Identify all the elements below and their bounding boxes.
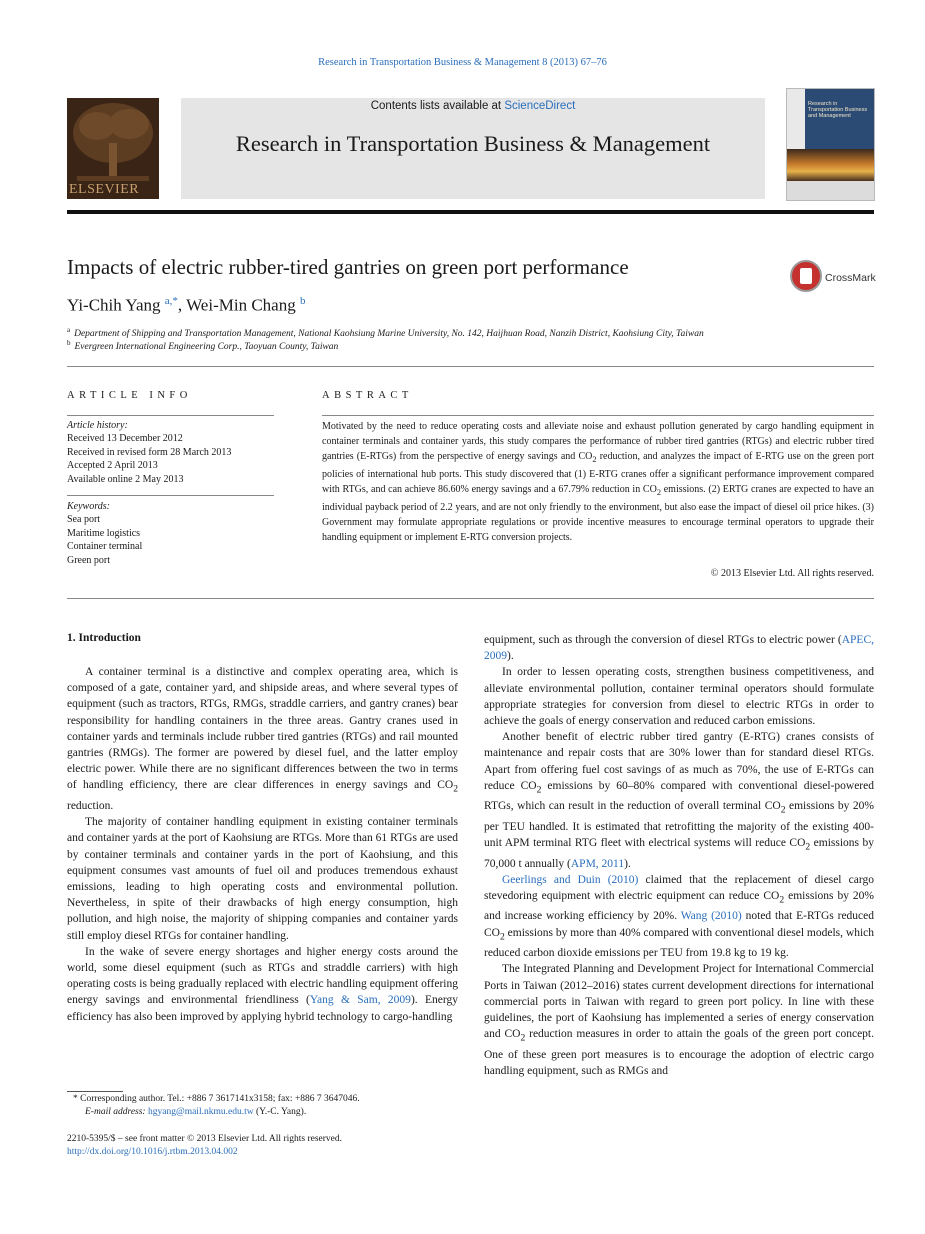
- subscript: 2: [780, 804, 786, 816]
- citation-link[interactable]: APM, 2011: [570, 857, 625, 870]
- cover-photo: [787, 149, 874, 181]
- co2-text: CO: [789, 837, 806, 850]
- author-name: Yi-Chih Yang: [67, 295, 165, 315]
- text-segment: equipment, such as through the conversion of diesel RTGs to electric power (: [484, 634, 842, 646]
- author-list: [67, 295, 305, 316]
- paragraph: [67, 664, 458, 814]
- co2-text: CO: [437, 779, 454, 792]
- author-name: , Wei-Min Chang: [177, 295, 300, 315]
- text-segment: reduction.: [67, 799, 114, 812]
- text-segment: In the wake of severe energy shortages and higher energy costs around the world, some diesel equipment (such as RTGs and straddle carriers) with high operating costs is being gradually replaced with electric handling equipment offering energy savings and environmental friendliness (: [67, 945, 458, 1007]
- paragraph: [67, 944, 458, 1025]
- keywords-label: Keywords:: [67, 501, 110, 512]
- co2-text: CO: [504, 1028, 521, 1041]
- abstract-heading: ABSTRACT: [322, 390, 413, 401]
- contents-line: [181, 100, 765, 112]
- keyword: Container terminal: [67, 541, 143, 553]
- text-segment: ).: [624, 857, 631, 870]
- cover-title-line: and Management: [808, 113, 851, 119]
- affiliation-mark: a: [67, 326, 71, 334]
- text-segment: A container terminal is a distinctive and complex operating area, which is composed of a gate, container yard, and shipside areas, and where several types of equipment (such as tractors, RTGs, RMGs, straddle carriers, and gantry cranes) bear responsibility for handling containers in the three areas. Gantry cranes used in container yards and terminals include rubber tired gantries (RTGs) and rail mounted gantries (RMGs). The former are powered by diesel fuel, and the latter employ electric power. While there are no significant differences between the two in terms of handling efficiency, there are clear differences in energy savings and: [67, 666, 458, 792]
- co2-text: CO: [520, 779, 537, 792]
- history-item: Received 13 December 2012: [67, 433, 183, 445]
- citation-link[interactable]: Yang & Sam, 2009: [309, 994, 411, 1007]
- crossmark-label: CrossMark: [825, 272, 876, 284]
- paragraph: [484, 961, 874, 1079]
- footnote-text: Corresponding author. Tel.: +886 7 3617141x3158; fax: +886 7 3647046.: [77, 1094, 360, 1104]
- divider: [67, 366, 874, 367]
- abstract-segment: CO: [642, 484, 657, 495]
- header-divider: [67, 210, 874, 214]
- text-segment: reduction measures in order to attain the goals of the green port concept. One of these green port measures is to encourage the adoption of electric cargo handling equipment, such as RMGs and: [484, 1028, 874, 1077]
- text-segment: ).: [507, 650, 514, 663]
- citation-link[interactable]: Geerlings and Duin (2010): [502, 873, 639, 886]
- crossmark-button[interactable]: [790, 260, 880, 296]
- paragraph: The majority of container handling equipment in existing container terminals and container yards at the port of Kaohsiung are RTGs. More than 61 RTGs are used by container terminals and container yards in the port of Kaohsiung, and this equipment consumes vast amounts of fuel oil and produces tremendous exhaust emissions, leading to high operating costs and environmental pollution. Nevertheless, in spite of their drawbacks of high energy consumption, high pollution, and high noise, the majority of shipping companies and container yards still employ diesel RTGs for container handling.: [67, 816, 458, 942]
- footnote-mark: *: [73, 1094, 78, 1104]
- abstract-segment: Motivated by the need to reduce operating costs and alleviate noise and exhaust pollution generated by cargo handling equipment in container terminals and container yards, this study compares the performance of rubber tired gantries (RTGs) and electric rubber tired gantries (E-RTGs) from the perspective of energy savings and: [322, 421, 874, 462]
- crossmark-icon: [790, 260, 822, 292]
- elsevier-logo: [67, 98, 159, 199]
- subscript: 2: [536, 784, 542, 796]
- subscript: 2: [499, 930, 505, 942]
- co2-text: CO: [763, 889, 780, 902]
- subscript: 2: [779, 894, 785, 906]
- divider: [322, 415, 874, 416]
- journal-cover: [786, 88, 875, 201]
- cover-title-line: Transportation Business: [808, 107, 868, 113]
- text-segment: The Integrated Planning and Development Project for International Commercial Ports in Taiwan (2012–2016) states current development directions for international commercial ports in Taiwan with regard to green port policy. In line with these guidelines, the port of Kaohsiung has implemented a series of energy conservation and: [484, 963, 874, 1041]
- citation-link[interactable]: Wang (2010): [680, 910, 742, 923]
- email-label: E-mail address:: [85, 1107, 148, 1117]
- keywords: [67, 500, 277, 567]
- footnote-text: (Y.-C. Yang).: [253, 1107, 307, 1117]
- history-item: Received in revised form 28 March 2013: [67, 446, 232, 458]
- text-segment: claimed that the replacement of diesel cargo stevedoring equipment with electric equipment can reduce: [484, 873, 874, 902]
- text-segment: emissions by 60–80% compared with conventional diesel-powered RTGs, which can result in the reduction of overall terminal: [484, 779, 874, 813]
- abstract-segment: emissions. (2) ERTG cranes are expected to have an individual payback period of 2.2 years, and are not only friendly to the environment, but also ease the impact of diesel oil price hikes. (3) Government may formulate appropriate regulations or provide incentive measures to encourage terminal operators to upgrade their handling equipment or implement E-RTG conversion projects.: [322, 484, 874, 543]
- paragraph: In order to lessen operating costs, strengthen business competitiveness, and alleviate environmental pollution, container terminal operators should formulate appropriate strategies for conversion from diesel to electric RTGs in order to achieve the goals of energy conservation and reduced carbon emissions.: [484, 666, 874, 728]
- footnote-divider: [67, 1091, 123, 1092]
- journal-reference-link[interactable]: Research in Transportation Business & Management 8 (2013) 67–76: [318, 57, 607, 68]
- author-affiliation-link[interactable]: b: [299, 295, 306, 307]
- divider: [67, 415, 274, 416]
- keyword: Maritime logistics: [67, 527, 141, 539]
- keyword: Sea port: [67, 514, 101, 526]
- cover-strip: [787, 89, 805, 149]
- corresponding-author-footnote: [67, 1094, 360, 1104]
- co2-text: CO: [484, 926, 500, 939]
- text-segment: emissions by 20% and increase working efficiency by 20%.: [484, 889, 874, 923]
- affiliation: [67, 339, 338, 352]
- subscript: 2: [592, 455, 597, 464]
- history-item: Available online 2 May 2013: [67, 473, 184, 485]
- history-item: Accepted 2 April 2013: [67, 460, 158, 472]
- abstract-segment: CO: [578, 451, 593, 462]
- affiliation: [67, 326, 704, 339]
- text-segment: emissions by 70,000 t annually (: [484, 837, 874, 870]
- divider: [67, 495, 274, 496]
- text-segment: Another benefit of electric rubber tired gantry (E-RTG) cranes consists of maintenance and repair costs that are 30% lower than for standard diesel RTGs. Apart from offering fuel cost savings of as much as 70%, the use of E-RTGs can reduce: [484, 731, 874, 792]
- affiliation-text: Department of Shipping and Transportation Management, National Kaohsiung Marine University, No. 142, Haijhuan Road, Nanzih District, Kaohsiung City, Taiwan: [74, 329, 704, 340]
- subscript: 2: [805, 841, 811, 853]
- subscript: 2: [453, 783, 458, 795]
- sciencedirect-link[interactable]: ScienceDirect: [504, 100, 576, 112]
- author-affiliation-link[interactable]: a,*: [164, 295, 178, 307]
- article-history: [67, 419, 277, 486]
- affiliation-mark: b: [67, 339, 71, 347]
- subscript: 2: [520, 1032, 526, 1044]
- cover-footer: [787, 181, 874, 200]
- cover-title-line: Research in: [808, 101, 838, 107]
- elsevier-wordmark: ELSEVIER: [69, 182, 140, 197]
- co2-text: CO: [764, 800, 781, 813]
- paper-title: Impacts of electric rubber-tired gantries on green port performance: [67, 255, 629, 279]
- keyword: Green port: [67, 554, 111, 566]
- text-segment: emissions by 20% per TEU handled. It is estimated that retrofitting the majority of the existing 400-unit APM terminal RTG fleet with electrical systems will reduce: [484, 800, 874, 850]
- paragraph: [484, 632, 874, 664]
- contents-prefix: Contents lists available at: [370, 100, 505, 112]
- abstract-text: [322, 419, 874, 545]
- text-segment: ). Energy efficiency has also been improved by applying hybrid technology to cargo-handling: [67, 994, 458, 1023]
- paragraph: [484, 729, 874, 872]
- email-footnote: [85, 1107, 306, 1117]
- affiliation-text: Evergreen International Engineering Corp., Taoyuan County, Taiwan: [74, 342, 339, 353]
- paragraph: [484, 872, 874, 962]
- copyright: © 2013 Elsevier Ltd. All rights reserved.: [710, 568, 874, 579]
- text-segment: noted that E-RTGs reduced: [741, 910, 875, 923]
- subscript: 2: [656, 488, 661, 497]
- body-column-left: [67, 664, 458, 1025]
- abstract-segment: reduction, and analyzes the impact of E-RTG use on the green port policies of international hub ports. This study discovered that (1) E-RTG cranes offer a significant performance improvement compared with RTGs, and can achieve 86.60% energy savings and a 67.79% reduction in: [322, 451, 875, 495]
- text-segment: emissions by more than 40% compared with conventional diesel models, which reduced carbon dioxide emissions per TEU from 19.8 kg to 19 kg.: [484, 926, 874, 960]
- divider: [67, 598, 874, 599]
- cover-title: [808, 101, 867, 119]
- article-info-heading: ARTICLE INFO: [67, 390, 192, 401]
- section-heading: 1. Introduction: [67, 632, 141, 644]
- doi-link[interactable]: http://dx.doi.org/10.1016/j.rtbm.2013.04.002: [67, 1147, 238, 1157]
- issn-line: 2210-5395/$ – see front matter © 2013 Elsevier Ltd. All rights reserved.: [67, 1134, 343, 1144]
- citation-link[interactable]: APEC, 2009: [484, 634, 874, 663]
- history-label: Article history:: [67, 420, 128, 431]
- body-column-right: [484, 632, 874, 1079]
- email-link[interactable]: hgyang@mail.nkmu.edu.tw: [147, 1107, 254, 1117]
- journal-title: Research in Transportation Business & Management: [235, 131, 711, 156]
